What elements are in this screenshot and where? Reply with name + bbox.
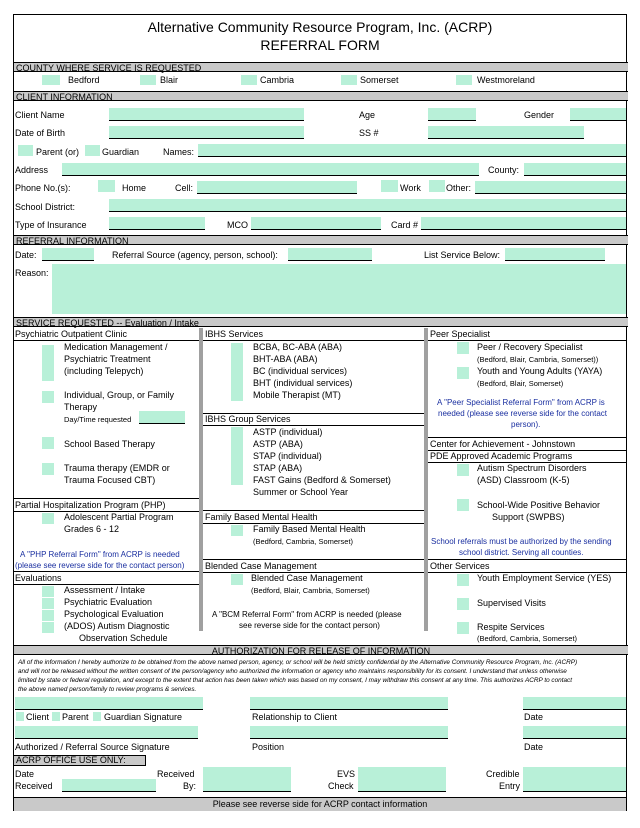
ibhs-group-item2: ASTP (ABA) xyxy=(253,439,303,449)
ibhs-group-item3: STAP (individual) xyxy=(253,451,322,461)
school-therapy-label: School Based Therapy xyxy=(64,439,155,449)
respite-checkbox[interactable] xyxy=(457,622,469,634)
yaya-checkbox[interactable] xyxy=(457,367,469,379)
blended-note2: see reverse side for the contact person) xyxy=(239,621,380,630)
footer-note: Please see reverse side for ACRP contact information xyxy=(14,797,626,811)
dob-field[interactable] xyxy=(109,126,304,139)
peer-item1: Peer / Recovery Specialist xyxy=(477,342,583,352)
county-blair-checkbox[interactable] xyxy=(140,75,156,85)
psychological-eval-label: Psychological Evaluation xyxy=(64,609,164,619)
referral-source-label: Referral Source (agency, person, school): xyxy=(112,250,278,260)
form-subtitle: REFERRAL FORM xyxy=(260,37,380,53)
med-mgmt-line1: Medication Management / xyxy=(64,342,168,352)
office-entry-label: Entry xyxy=(499,781,521,791)
office-received2-field[interactable] xyxy=(62,779,156,792)
work-label: Work xyxy=(400,183,421,193)
work-checkbox[interactable] xyxy=(381,180,398,192)
achieve-note2: school district. Serving all counties. xyxy=(459,548,584,557)
address-field[interactable] xyxy=(62,163,479,176)
peer-checkbox[interactable] xyxy=(457,342,469,354)
ibhs-title: IBHS Services xyxy=(205,329,264,339)
county-westmoreland-label: Westmoreland xyxy=(477,75,535,85)
office-by-label: By: xyxy=(183,781,197,791)
relationship-label: Relationship to Client xyxy=(252,712,338,722)
reason-field[interactable] xyxy=(52,264,626,314)
guardian-sig-label: Guardian Signature xyxy=(104,712,183,722)
peer-title-rule xyxy=(428,340,627,341)
ibhs-item1: BCBA, BC-ABA (ABA) xyxy=(253,342,343,352)
peer-note3: person). xyxy=(511,420,541,429)
insurance-field[interactable] xyxy=(109,217,205,230)
names-field[interactable] xyxy=(198,144,626,157)
card-field[interactable] xyxy=(421,217,626,230)
day-time-field[interactable] xyxy=(139,411,185,424)
auth-date-field[interactable] xyxy=(523,697,626,710)
relationship-field[interactable] xyxy=(250,697,448,710)
peer-title: Peer Specialist xyxy=(430,329,491,339)
php-item2: Grades 6 - 12 xyxy=(64,524,120,534)
blended-item1: Blended Case Management xyxy=(251,573,363,583)
trauma-checkbox[interactable] xyxy=(42,463,54,475)
county-bedford-label: Bedford xyxy=(68,75,100,85)
parent-label: Parent (or) xyxy=(36,147,80,157)
ibhs-item4: BHT (individual services) xyxy=(253,378,353,388)
ados-line1: (ADOS) Autism Diagnostic xyxy=(64,621,170,631)
column-divider-1 xyxy=(199,328,203,631)
office-received-label: Received xyxy=(157,769,195,779)
other-phone-checkbox[interactable] xyxy=(429,180,445,192)
therapy-line2: Therapy xyxy=(64,402,98,412)
gender-field[interactable] xyxy=(570,108,626,121)
office-credible-field[interactable] xyxy=(523,767,626,779)
auth-header: AUTHORIZATION FOR RELEASE OF INFORMATION xyxy=(14,645,628,655)
auth-date2-field[interactable] xyxy=(523,726,626,739)
county-somerset-label: Somerset xyxy=(360,75,399,85)
authorized-label: Authorized / Referral Source Signature xyxy=(15,742,170,752)
yes-checkbox[interactable] xyxy=(457,574,469,586)
blended-title: Blended Case Management xyxy=(205,561,317,571)
office-entry-field[interactable] xyxy=(523,779,626,792)
ibhs-group-item1: ASTP (individual) xyxy=(253,427,323,437)
evals-title: Evaluations xyxy=(15,573,62,583)
gender-label: Gender xyxy=(524,110,555,120)
county-field-label: County: xyxy=(488,165,520,175)
swpbs-checkbox[interactable] xyxy=(457,499,469,511)
cell-field[interactable] xyxy=(197,181,357,194)
mco-field[interactable] xyxy=(251,217,381,230)
assessment-checkbox[interactable] xyxy=(42,586,54,597)
family-title: Family Based Mental Health xyxy=(205,512,318,522)
office-credible-label: Credible xyxy=(486,769,520,779)
other-item2: Supervised Visits xyxy=(477,598,546,608)
cell-label: Cell: xyxy=(175,183,194,193)
address-label: Address xyxy=(15,165,49,175)
auth-text1: All of the information I hereby authorize to be obtained from the above named person, agency, or school will be held strictly confidential by the Alternative Community Resource Program, Inc. (ACRP) xyxy=(18,659,578,666)
other-item3: Respite Services xyxy=(477,622,545,632)
achieve-top-rule xyxy=(428,437,627,438)
php-checkbox[interactable] xyxy=(42,513,54,524)
auth-text3: limited by state or federal regulation, and except to the extent that action has been taken which was based on my consent, I may withdraw this consent at any time. This authorizes ACRP to contact xyxy=(18,677,573,684)
reason-label: Reason: xyxy=(15,268,49,278)
client-header: CLIENT INFORMATION xyxy=(14,91,628,101)
blended-top-rule xyxy=(203,559,424,560)
other-phone-label: Other: xyxy=(446,183,472,193)
asd-checkbox[interactable] xyxy=(457,464,469,476)
achieve-title: Center for Achievement - Johnstown xyxy=(430,439,576,449)
peer-note1: A "Peer Specialist Referral Form" from ACRP is xyxy=(437,398,605,407)
php-top-rule xyxy=(14,498,199,499)
ibhs-group-title: IBHS Group Services xyxy=(205,414,291,424)
ss-label: SS # xyxy=(359,128,379,138)
guardian-checkbox[interactable] xyxy=(85,145,100,156)
referral-date-label: Date: xyxy=(15,250,37,260)
peer-item4: (Bedford, Blair, Somerset) xyxy=(477,379,564,388)
home-checkbox[interactable] xyxy=(98,180,115,192)
list-service-field[interactable] xyxy=(505,248,605,261)
ibhs-item5: Mobile Therapist (MT) xyxy=(253,390,341,400)
auth-text4: the above named person/family to review programs & services. xyxy=(18,686,197,693)
referral-source-field[interactable] xyxy=(288,248,372,261)
client-name-label: Client Name xyxy=(15,110,65,120)
client-sig-label: Client xyxy=(26,712,50,722)
auth-date-label: Date xyxy=(524,712,544,722)
day-time-label: Day/Time requested xyxy=(64,415,132,424)
office-by-field[interactable] xyxy=(203,779,291,792)
services-header: SERVICE REQUESTED -- Evaluation / Intake xyxy=(14,317,628,327)
county-header: COUNTY WHERE SERVICE IS REQUESTED xyxy=(14,62,628,72)
form-title: Alternative Community Resource Program, Inc. (ACRP) xyxy=(147,19,493,35)
names-label: Names: xyxy=(163,147,195,157)
referral-header: REFERRAL INFORMATION xyxy=(14,235,628,245)
assessment-label: Assessment / Intake xyxy=(64,585,146,595)
office-header: ACRP OFFICE USE ONLY: xyxy=(13,755,146,766)
county-field[interactable] xyxy=(524,163,626,176)
ibhs-checkboxes[interactable] xyxy=(231,343,243,401)
office-check-field[interactable] xyxy=(358,779,446,792)
other-item4: (Bedford, Cambria, Somerset) xyxy=(477,634,578,643)
therapy-line1: Individual, Group, or Family xyxy=(64,390,175,400)
peer-note2: needed (please see reverse side for the contact xyxy=(438,409,607,418)
guardian-sig-checkbox[interactable] xyxy=(93,712,101,721)
therapy-checkbox[interactable] xyxy=(42,391,54,403)
ibhs-title-rule xyxy=(203,340,424,341)
psych-title-rule xyxy=(14,340,199,341)
office-evs-field[interactable] xyxy=(358,767,446,779)
county-somerset-checkbox[interactable] xyxy=(341,75,357,85)
office-check-label: Check xyxy=(328,781,354,791)
achieve-item1: Autism Spectrum Disorders xyxy=(477,463,587,473)
ibhs-group-item6: Summer or School Year xyxy=(253,487,349,497)
trauma-line1: Trauma therapy (EMDR or xyxy=(64,463,170,473)
ibhs-group-item5: FAST Gains (Bedford & Somerset) xyxy=(253,475,391,485)
family-item1: Family Based Mental Health xyxy=(253,524,366,534)
other-title: Other Services xyxy=(430,561,490,571)
blended-note1: A "BCM Referral Form" from ACRP is needed (please xyxy=(212,610,402,619)
evals-top-rule xyxy=(14,571,199,572)
psychological-eval-checkbox[interactable] xyxy=(42,610,54,621)
ados-line2: Observation Schedule xyxy=(79,633,168,643)
php-note1: A "PHP Referral Form" from ACRP is needed xyxy=(20,550,180,559)
blended-item2: (Bedford, Blair, Cambria, Somerset) xyxy=(251,586,370,595)
peer-item2: (Bedford, Blair, Cambria, Somerset)) xyxy=(477,355,599,364)
visits-checkbox[interactable] xyxy=(457,598,469,610)
ibhs-item2: BHT-ABA (ABA) xyxy=(253,354,318,364)
guardian-label: Guardian xyxy=(102,147,140,157)
achieve-note1: School referrals must be authorized by the sending xyxy=(431,537,612,546)
ibhs-group-title-rule xyxy=(203,425,424,426)
other-item1: Youth Employment Service (YES) xyxy=(477,573,612,583)
parent-sig-label: Parent xyxy=(62,712,89,722)
peer-item3: Youth and Young Adults (YAYA) xyxy=(477,366,603,376)
office-received-field[interactable] xyxy=(203,767,291,779)
trauma-line2: Trauma Focused CBT) xyxy=(64,475,156,485)
insurance-label: Type of Insurance xyxy=(15,220,87,230)
position-field[interactable] xyxy=(250,726,448,739)
ibhs-item3: BC (individual services) xyxy=(253,366,348,376)
family-top-rule xyxy=(203,510,424,511)
guardian-signature-field[interactable] xyxy=(15,697,203,710)
other-phone-field[interactable] xyxy=(475,181,626,194)
county-blair-label: Blair xyxy=(160,75,179,85)
ibhs-group-checkboxes[interactable] xyxy=(231,427,243,485)
phone-label: Phone No.(s): xyxy=(15,183,71,193)
school-district-label: School District: xyxy=(15,202,76,212)
php-title: Partial Hospitalization Program (PHP) xyxy=(15,500,166,510)
psych-title: Psychiatric Outpatient Clinic xyxy=(15,329,128,339)
card-label: Card # xyxy=(391,220,419,230)
parent-checkbox[interactable] xyxy=(18,145,33,156)
authorized-signature-field[interactable] xyxy=(15,726,198,739)
auth-date2-label: Date xyxy=(524,742,544,752)
school-district-field[interactable] xyxy=(109,199,626,212)
achieve-item4: Support (SWPBS) xyxy=(492,512,565,522)
county-cambria-checkbox[interactable] xyxy=(241,75,257,85)
home-label: Home xyxy=(122,183,147,193)
county-cambria-label: Cambria xyxy=(260,75,295,85)
referral-date-field[interactable] xyxy=(42,248,94,261)
auth-text2: and will not be released without the written consent of the person/agency who authorized the information or agency who maintains responsibility for its consent. I understand that unless otherwise xyxy=(18,668,567,675)
achieve-title2: PDE Approved Academic Programs xyxy=(430,451,573,461)
php-note2: (please see reverse side for the contact person) xyxy=(15,561,185,570)
position-label: Position xyxy=(252,742,285,752)
office-evs-label: EVS xyxy=(337,769,356,779)
column-divider-2 xyxy=(424,328,428,631)
dob-label: Date of Birth xyxy=(15,128,66,138)
age-field[interactable] xyxy=(428,108,476,121)
psych-eval-label: Psychiatric Evaluation xyxy=(64,597,153,607)
school-therapy-checkbox[interactable] xyxy=(42,437,54,449)
family-checkbox[interactable] xyxy=(231,525,243,536)
achieve-item3: School-Wide Positive Behavior xyxy=(477,500,601,510)
office-received2-label: Received xyxy=(15,781,53,791)
med-mgmt-checkbox[interactable] xyxy=(42,345,54,381)
county-westmoreland-checkbox[interactable] xyxy=(456,75,472,85)
county-bedford-checkbox[interactable] xyxy=(42,75,60,85)
blended-checkbox[interactable] xyxy=(231,574,243,585)
office-date-label: Date xyxy=(15,769,35,779)
ibhs-group-item4: STAP (ABA) xyxy=(253,463,303,473)
client-sig-checkbox[interactable] xyxy=(16,712,24,721)
mco-label: MCO xyxy=(227,220,248,230)
med-mgmt-line2: Psychiatric Treatment xyxy=(64,354,151,364)
age-label: Age xyxy=(359,110,376,120)
parent-sig-checkbox[interactable] xyxy=(52,712,60,721)
med-mgmt-line3: (including Telepych) xyxy=(64,366,144,376)
list-service-label: List Service Below: xyxy=(424,250,501,260)
achieve-item2: (ASD) Classroom (K-5) xyxy=(477,475,570,485)
ss-field[interactable] xyxy=(428,126,584,139)
ados-checkbox[interactable] xyxy=(42,622,54,633)
other-top-rule xyxy=(428,559,627,560)
psych-eval-checkbox[interactable] xyxy=(42,598,54,609)
client-name-field[interactable] xyxy=(109,108,304,121)
php-item1: Adolescent Partial Program xyxy=(64,512,174,522)
family-item2: (Bedford, Cambria, Somerset) xyxy=(253,537,354,546)
